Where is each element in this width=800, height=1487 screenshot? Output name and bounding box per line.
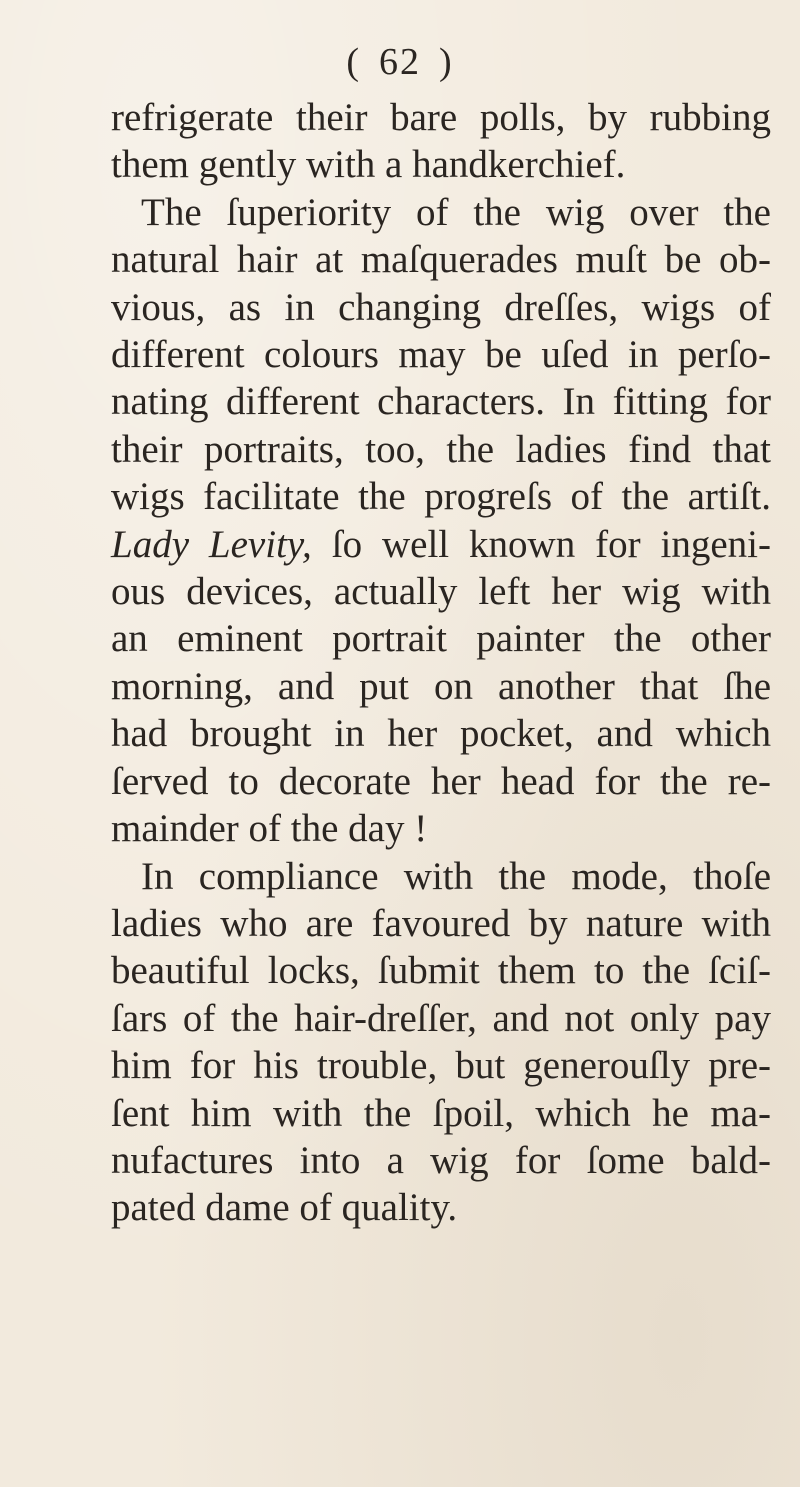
text-line: their portraits, too, the ladies find that	[111, 427, 771, 471]
text-line: different colours may be uſed in perſo-	[111, 333, 771, 377]
text-line-lady-levity	[111, 521, 771, 568]
text-line: nating different characters. In fitting for	[111, 380, 771, 424]
italic-name: Lady Levity,	[111, 522, 312, 566]
paragraph-3	[111, 853, 771, 1232]
paragraph-1	[111, 94, 771, 189]
text-line: ſars of the hair-dreſſer, and not only pay	[111, 996, 771, 1040]
text-line: morning, and put on another that ſhe	[111, 664, 771, 708]
text-line: ladies who are favoured by nature with	[111, 901, 771, 945]
page-number-open-paren: (	[346, 41, 361, 83]
text-line: wigs facilitate the progreſs of the artiſt.	[111, 475, 771, 519]
page-number-close-paren: )	[439, 41, 454, 83]
text-line: mainder of the day !	[111, 807, 428, 851]
text-line: In compliance with the mode, thoſe	[141, 854, 771, 898]
text-line: ſerved to decorate her head for the re-	[111, 759, 771, 803]
text-line: nufactures into a wig for ſome bald-	[111, 1138, 771, 1182]
page-number-value: 62	[379, 41, 421, 83]
text-line: ſent him with the ſpoil, which he ma-	[111, 1091, 771, 1135]
text-line: them gently with a handkerchief.	[111, 143, 626, 187]
text-line: pated dame of quality.	[111, 1186, 458, 1230]
text-line: vious, as in changing dreſſes, wigs of	[111, 285, 771, 329]
text-line: The ſuperiority of the wig over the	[141, 190, 771, 234]
text-line: beautiful locks, ſubmit them to the ſciſ-	[111, 949, 771, 993]
text-line: ous devices, actually left her wig with	[111, 570, 771, 614]
page-number	[0, 40, 800, 84]
text-line: natural hair at maſquerades muſt be ob-	[111, 238, 771, 282]
text-fragment: ſo well known for ingeni-	[311, 522, 771, 566]
text-line: an eminent portrait painter the other	[111, 617, 771, 661]
body-text	[111, 94, 771, 1232]
text-line: him for his trouble, but generouſly pre-	[111, 1044, 771, 1088]
paragraph-2	[111, 189, 771, 853]
text-line: refrigerate their bare polls, by rubbing	[111, 96, 771, 139]
text-line: had brought in her pocket, and which	[111, 712, 771, 756]
